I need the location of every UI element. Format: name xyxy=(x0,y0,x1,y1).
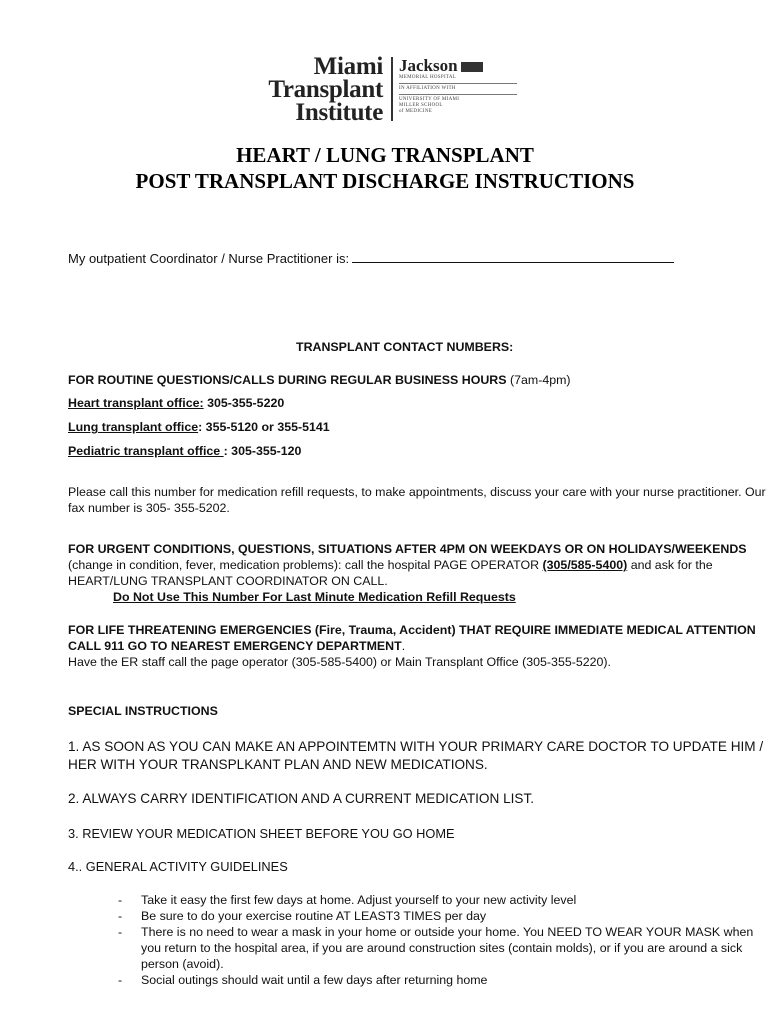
title-line-2: POST TRANSPLANT DISCHARGE INSTRUCTIONS xyxy=(135,169,635,193)
logo-jackson-text: Jackson xyxy=(399,56,458,75)
guideline-2: Be sure to do your exercise routine AT LEAST3 TIMES per day xyxy=(141,909,487,923)
routine-heading: FOR ROUTINE QUESTIONS/CALLS DURING REGULAR BUSINESS HOURS xyxy=(68,373,507,387)
bullet-dash: - xyxy=(118,893,123,907)
heart-office-line xyxy=(68,395,284,411)
guideline-3c: person (avoid). xyxy=(141,957,224,971)
urgent-heading: FOR URGENT CONDITIONS, QUESTIONS, SITUATIONS AFTER 4PM ON WEEKDAYS OR ON HOLIDAYS/WEEKENDS xyxy=(68,542,747,556)
heart-office-number: 305-355-5220 xyxy=(203,396,285,410)
emergency-line-3: Have the ER staff call the page operator (305-585-5400) or Main Transplant Office (305-355-5220). xyxy=(68,655,611,669)
jackson-badge-icon xyxy=(461,62,483,72)
title-line-1: HEART / LUNG TRANSPLANT xyxy=(236,143,534,167)
instruction-4: 4.. GENERAL ACTIVITY GUIDELINES xyxy=(68,859,288,874)
logo-univ-line3: of MEDICINE xyxy=(399,109,433,114)
bullet-dash: - xyxy=(118,925,123,939)
urgent-line-2 xyxy=(68,557,713,573)
coordinator-label: My outpatient Coordinator / Nurse Practitioner is: xyxy=(68,251,350,266)
urgent-line-3: HEART/LUNG TRANSPLANT COORDINATOR ON CALL. xyxy=(68,574,388,588)
logo-rule xyxy=(399,83,517,84)
logo-line-institute: Institute xyxy=(295,99,383,126)
urgent-text: (change in condition, fever, medication problems): call the hospital PAGE OPERATOR xyxy=(68,558,543,572)
instruction-1a: 1. AS SOON AS YOU CAN MAKE AN APPOINTEMTN WITH YOUR PRIMARY CARE DOCTOR TO UPDATE HIM / xyxy=(68,739,764,754)
lung-office-number: : 355-5120 or 355-5141 xyxy=(198,420,330,434)
bullet-dash: - xyxy=(118,909,123,923)
logo-divider xyxy=(391,57,393,121)
logo-line-miami: Miami xyxy=(313,53,383,80)
urgent-warning: Do Not Use This Number For Last Minute Medication Refill Requests xyxy=(113,590,516,604)
contact-heading: TRANSPLANT CONTACT NUMBERS: xyxy=(296,340,514,354)
refill-text-1: Please call this number for medication refill requests, to make appointments, discuss your care with your nurse practitioner. Our xyxy=(68,485,766,499)
instruction-1b: HER WITH YOUR TRANSPLKANT PLAN AND NEW MEDICATIONS. xyxy=(68,757,488,772)
refill-text-2: fax number is 305- 355-5202. xyxy=(68,501,230,515)
coordinator-blank xyxy=(352,250,674,263)
instruction-2: 2. ALWAYS CARRY IDENTIFICATION AND A CURRENT MEDICATION LIST. xyxy=(68,791,535,806)
logo-line-transplant: Transplant xyxy=(268,76,383,103)
peds-office-number: : 305-355-120 xyxy=(223,444,302,458)
emergency-line-1: FOR LIFE THREATENING EMERGENCIES (Fire, Trauma, Accident) THAT REQUIRE IMMEDIATE MEDICAL ATTENTION xyxy=(68,623,756,637)
logo-univ-line1: UNIVERSITY OF MIAMI xyxy=(399,97,460,102)
page-operator-number: (305/585-5400) xyxy=(542,558,628,572)
special-heading: SPECIAL INSTRUCTIONS xyxy=(68,704,218,718)
logo-jackson-sub: MEMORIAL HOSPITAL xyxy=(399,75,457,80)
routine-line xyxy=(68,372,571,388)
logo-univ-line2: MILLER SCHOOL xyxy=(399,103,443,108)
coordinator-line xyxy=(68,250,674,267)
logo-affiliation: IN AFFILIATION WITH xyxy=(399,86,456,91)
peds-office-label: Pediatric transplant office xyxy=(68,444,224,458)
peds-office-line xyxy=(68,443,301,459)
urgent-text-end: and ask for the xyxy=(627,558,713,572)
lung-office-label: Lung transplant office xyxy=(68,420,199,434)
logo-rule xyxy=(399,94,517,95)
instruction-3: 3. REVIEW YOUR MEDICATION SHEET BEFORE YOU GO HOME xyxy=(68,826,455,841)
guideline-1: Take it easy the first few days at home. Adjust yourself to your new activity level xyxy=(141,893,577,907)
institution-logo xyxy=(205,55,525,125)
emergency-line-2 xyxy=(68,638,405,654)
guideline-4: Social outings should wait until a few days after returning home xyxy=(141,973,488,987)
emergency-call-911: CALL 911 GO TO NEAREST EMERGENCY DEPARTMENT xyxy=(68,639,402,653)
jackson-logo xyxy=(399,57,529,115)
routine-hours: (7am-4pm) xyxy=(506,373,571,387)
guideline-3b: you return to the hospital area, if you are around construction sites (contain molds), or if you are around a sick xyxy=(141,941,743,955)
heart-office-label: Heart transplant office: xyxy=(68,396,204,410)
bullet-dash: - xyxy=(118,973,123,987)
emergency-period: . xyxy=(401,639,406,653)
guideline-3a: There is no need to wear a mask in your home or outside your home. You NEED TO WEAR YOUR MASK when xyxy=(141,925,754,939)
lung-office-line xyxy=(68,419,330,435)
miami-transplant-institute-logo xyxy=(205,55,383,124)
